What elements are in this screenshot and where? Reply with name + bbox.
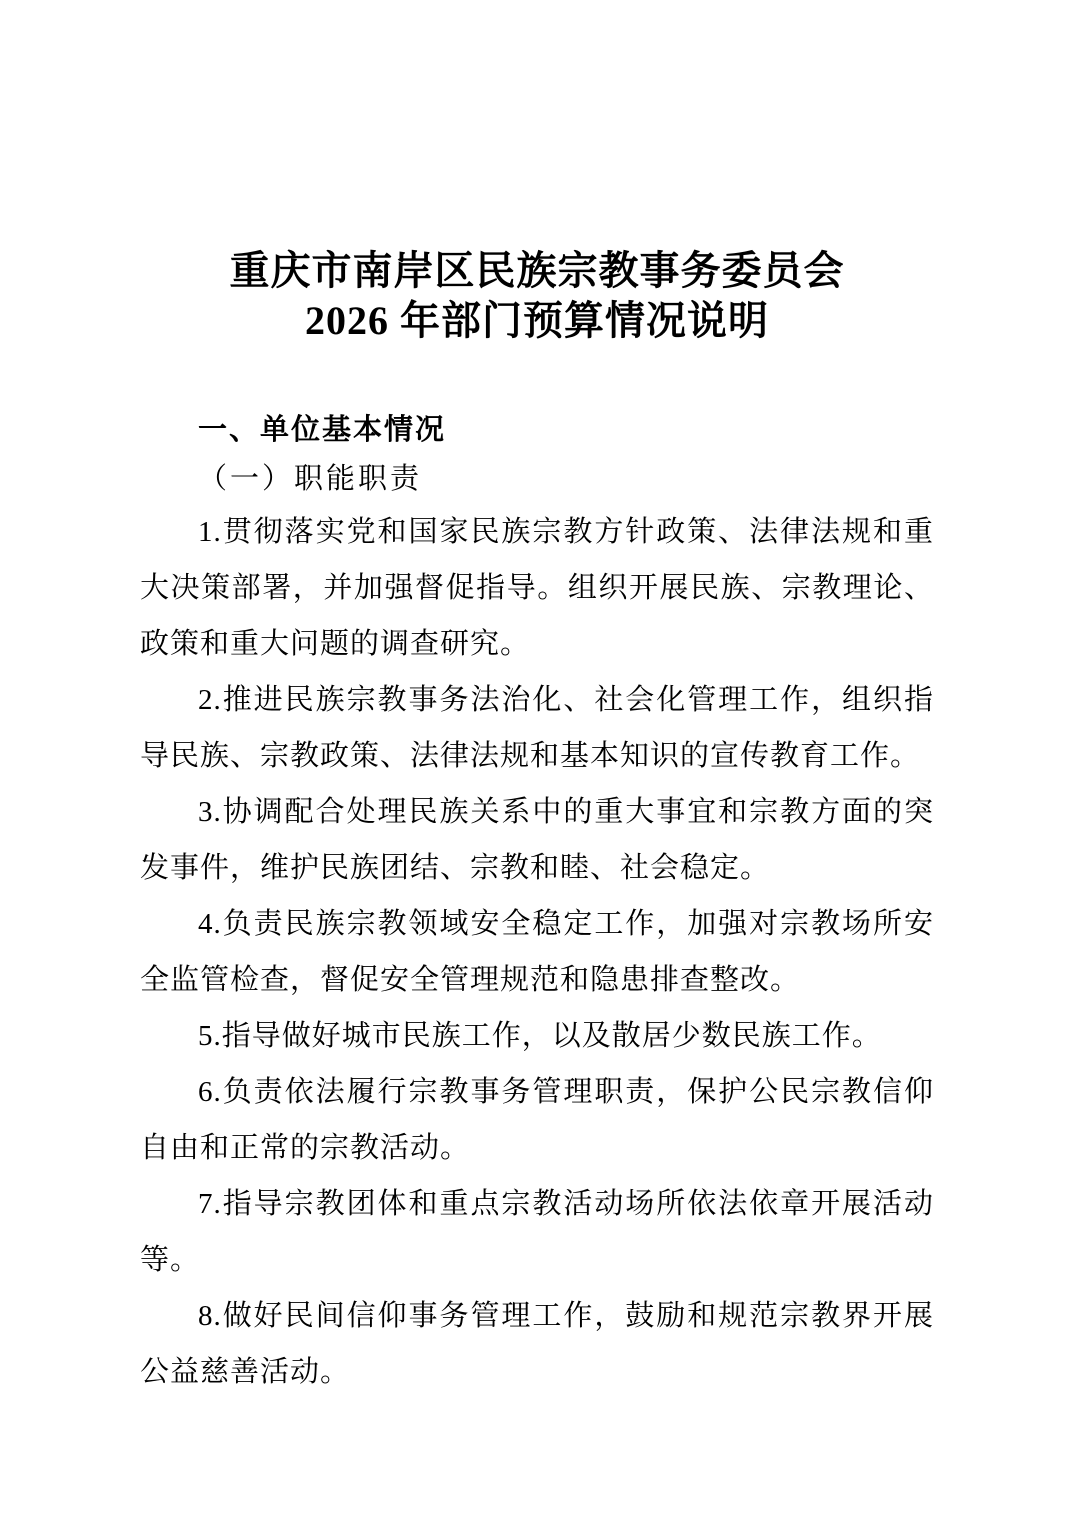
paragraph-duty-2: 2.推进民族宗教事务法治化、社会化管理工作，组织指导民族、宗教政策、法律法规和基本知识的宣传教育工作。 [140,684,934,772]
paragraph-duty-1: 1.贯彻落实党和国家民族宗教方针政策、法律法规和重大决策部署，并加强督促指导。组织开展民族、宗教理论、政策和重大问题的调查研究。 [140,516,934,660]
paragraph-duty-8: 8.做好民间信仰事务管理工作，鼓励和规范宗教界开展公益慈善活动。 [140,1300,934,1388]
paragraph-duty-5: 5.指导做好城市民族工作，以及散居少数民族工作。 [198,1020,882,1052]
document-title-line1: 重庆市南岸区民族宗教事务委员会 [229,248,845,293]
sub-heading-duties: （一）职能职责 [198,463,423,495]
paragraph-duty-7: 7.指导宗教团体和重点宗教活动场所依法依章开展活动等。 [140,1188,934,1276]
section-heading-basic-info: 一、单位基本情况 [198,414,447,446]
paragraph-duty-6: 6.负责依法履行宗教事务管理职责，保护公民宗教信仰自由和正常的宗教活动。 [140,1076,934,1164]
document-title [140,246,934,346]
paragraph-duty-4: 4.负责民族宗教领域安全稳定工作，加强对宗教场所安全监管检查，督促安全管理规范和隐患排查整改。 [140,908,934,996]
paragraph-duty-3: 3.协调配合处理民族关系中的重大事宜和宗教方面的突发事件，维护民族团结、宗教和睦、社会稳定。 [140,796,934,884]
document-title-line2: 2026 年部门预算情况说明 [305,298,769,343]
